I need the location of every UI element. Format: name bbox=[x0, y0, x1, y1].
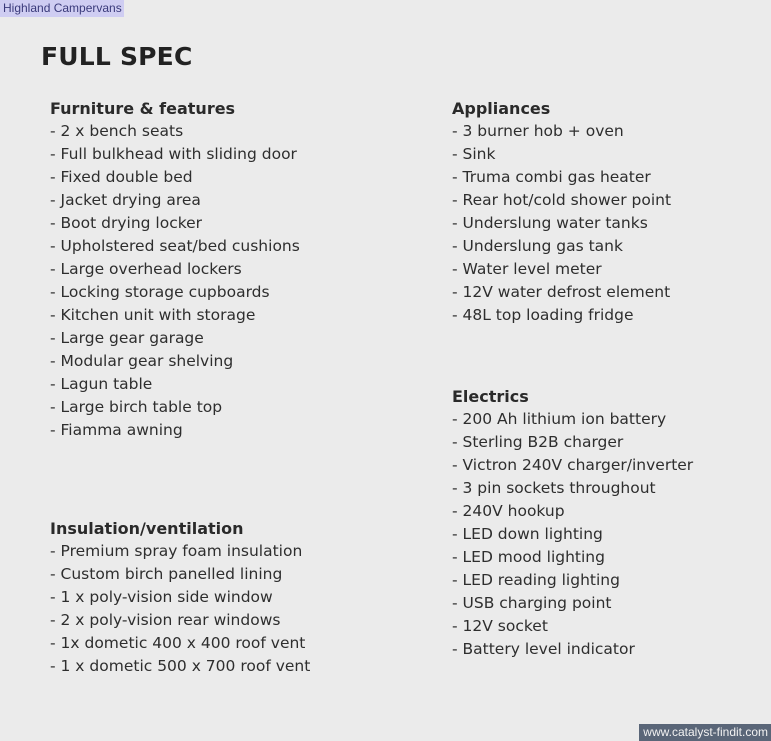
section-insulation-ventilation bbox=[50, 517, 310, 678]
section-appliances bbox=[452, 97, 671, 327]
section-furniture-features bbox=[50, 97, 300, 442]
spec-item: - 1 x poly-vision side window bbox=[50, 588, 273, 606]
section-electrics bbox=[452, 385, 693, 661]
spec-item: - 12V water defrost element bbox=[452, 283, 671, 301]
spec-item: - 48L top loading fridge bbox=[452, 306, 634, 324]
spec-item: - Locking storage cupboards bbox=[50, 283, 270, 301]
spec-item: - Lagun table bbox=[50, 375, 153, 393]
spec-item: - 3 burner hob + oven bbox=[452, 122, 624, 140]
section-heading: Electrics bbox=[452, 387, 529, 406]
spec-item: - LED reading lighting bbox=[452, 571, 620, 589]
spec-list bbox=[452, 120, 671, 327]
spec-item: - Sterling B2B charger bbox=[452, 433, 624, 451]
spec-item: - Underslung water tanks bbox=[452, 214, 648, 232]
spec-item: - Truma combi gas heater bbox=[452, 168, 651, 186]
spec-item: - Full bulkhead with sliding door bbox=[50, 145, 297, 163]
spec-list bbox=[50, 540, 310, 678]
spec-item: - 1 x dometic 500 x 700 roof vent bbox=[50, 657, 311, 675]
spec-item: - 1x dometic 400 x 400 roof vent bbox=[50, 634, 306, 652]
section-heading: Insulation/ventilation bbox=[50, 519, 244, 538]
spec-item: - 12V socket bbox=[452, 617, 548, 635]
spec-item: - LED mood lighting bbox=[452, 548, 605, 566]
spec-item: - 2 x poly-vision rear windows bbox=[50, 611, 281, 629]
spec-item: - Custom birch panelled lining bbox=[50, 565, 283, 583]
spec-item: - Large gear garage bbox=[50, 329, 204, 347]
spec-item: - 3 pin sockets throughout bbox=[452, 479, 656, 497]
spec-item: - Fiamma awning bbox=[50, 421, 183, 439]
spec-item: - 200 Ah lithium ion battery bbox=[452, 410, 667, 428]
spec-item: - Modular gear shelving bbox=[50, 352, 234, 370]
spec-item: - Premium spray foam insulation bbox=[50, 542, 303, 560]
spec-item: - Underslung gas tank bbox=[452, 237, 623, 255]
source-label: Highland Campervans bbox=[0, 0, 124, 17]
spec-list bbox=[452, 408, 693, 661]
spec-item: - Large birch table top bbox=[50, 398, 223, 416]
spec-item: - Rear hot/cold shower point bbox=[452, 191, 672, 209]
spec-item: - Fixed double bed bbox=[50, 168, 193, 186]
spec-item: - Upholstered seat/bed cushions bbox=[50, 237, 300, 255]
page-title: FULL SPEC bbox=[41, 42, 193, 71]
spec-item: - 2 x bench seats bbox=[50, 122, 184, 140]
section-heading: Furniture & features bbox=[50, 99, 236, 118]
spec-item: - Boot drying locker bbox=[50, 214, 203, 232]
spec-item: - Sink bbox=[452, 145, 496, 163]
spec-item: - Jacket drying area bbox=[50, 191, 201, 209]
section-heading: Appliances bbox=[452, 99, 551, 118]
spec-item: - Kitchen unit with storage bbox=[50, 306, 256, 324]
spec-item: - USB charging point bbox=[452, 594, 612, 612]
spec-item: - LED down lighting bbox=[452, 525, 603, 543]
spec-item: - Battery level indicator bbox=[452, 640, 635, 658]
spec-item: - Large overhead lockers bbox=[50, 260, 242, 278]
spec-item: - 240V hookup bbox=[452, 502, 565, 520]
spec-list bbox=[50, 120, 300, 442]
spec-item: - Victron 240V charger/inverter bbox=[452, 456, 694, 474]
spec-item: - Water level meter bbox=[452, 260, 602, 278]
watermark-link[interactable]: www.catalyst-findit.com bbox=[639, 724, 771, 741]
